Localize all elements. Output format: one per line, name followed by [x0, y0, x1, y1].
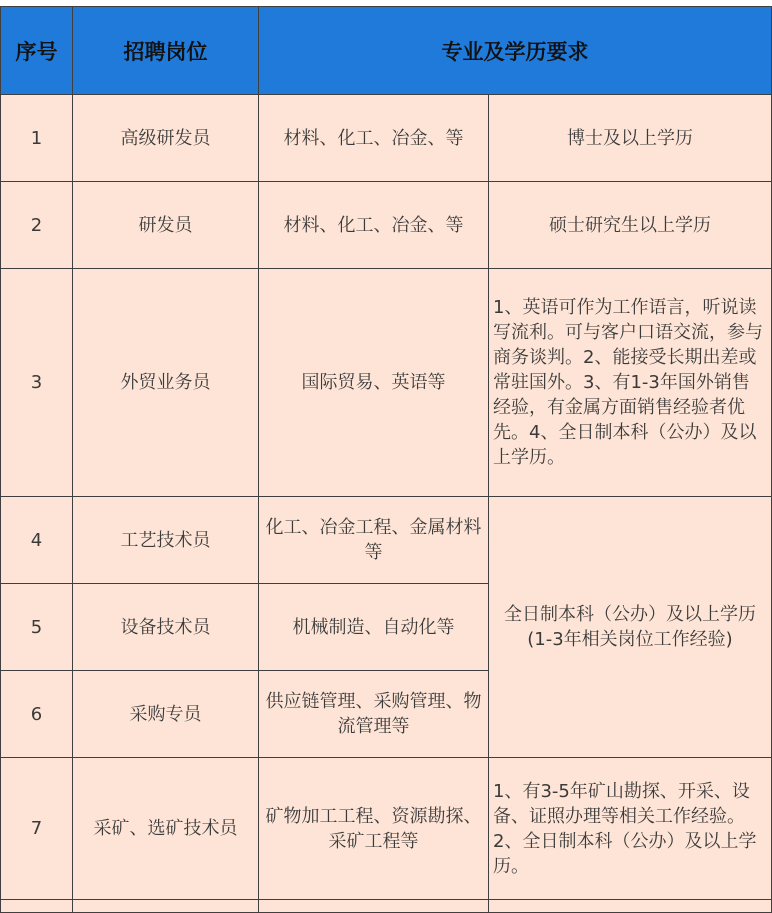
table-row [1, 95, 772, 182]
recruitment-table [0, 6, 772, 913]
row-major: 机械制造、自动化等 [259, 584, 489, 671]
row-position-partial [73, 900, 259, 913]
table-row [1, 182, 772, 269]
row-position: 设备技术员 [73, 584, 259, 671]
header-position: 招聘岗位 [73, 7, 259, 95]
row-position: 采购专员 [73, 671, 259, 758]
row-major: 材料、化工、冶金、等 [259, 95, 489, 182]
row-index: 4 [1, 497, 73, 584]
row-position: 外贸业务员 [73, 269, 259, 497]
header-row [1, 7, 772, 95]
row-requirement: 博士及以上学历 [489, 95, 772, 182]
row-major: 供应链管理、采购管理、物流管理等 [259, 671, 489, 758]
header-requirements: 专业及学历要求 [259, 7, 772, 95]
row-requirement-partial [489, 900, 772, 913]
row-major: 化工、冶金工程、金属材料等 [259, 497, 489, 584]
row-index: 2 [1, 182, 73, 269]
row-position: 研发员 [73, 182, 259, 269]
table-row-partial [1, 900, 772, 913]
row-position: 采矿、选矿技术员 [73, 758, 259, 900]
row-major: 材料、化工、冶金、等 [259, 182, 489, 269]
row-index-partial [1, 900, 73, 913]
row-requirement: 1、有3-5年矿山勘探、开采、设备、证照办理等相关工作经验。2、全日制本科（公办）及以上学历。 [489, 758, 772, 900]
row-requirement: 硕士研究生以上学历 [489, 182, 772, 269]
row-index: 3 [1, 269, 73, 497]
row-major: 矿物加工工程、资源勘探、采矿工程等 [259, 758, 489, 900]
row-position: 高级研发员 [73, 95, 259, 182]
row-index: 5 [1, 584, 73, 671]
table-row [1, 269, 772, 497]
row-position: 工艺技术员 [73, 497, 259, 584]
table-row [1, 758, 772, 900]
row-index: 7 [1, 758, 73, 900]
header-index: 序号 [1, 7, 73, 95]
row-index: 1 [1, 95, 73, 182]
row-requirement: 1、英语可作为工作语言，听说读写流利。可与客户口语交流，参与商务谈判。2、能接受长期出差或常驻国外。3、有1-3年国外销售经验，有金属方面销售经验者优先。4、全日制本科（公办）及以上学历。 [489, 269, 772, 497]
table-row [1, 497, 772, 584]
row-major-partial [259, 900, 489, 913]
row-index: 6 [1, 671, 73, 758]
row-major: 国际贸易、英语等 [259, 269, 489, 497]
shared-requirement: 全日制本科（公办）及以上学历(1-3年相关岗位工作经验) [489, 497, 772, 758]
